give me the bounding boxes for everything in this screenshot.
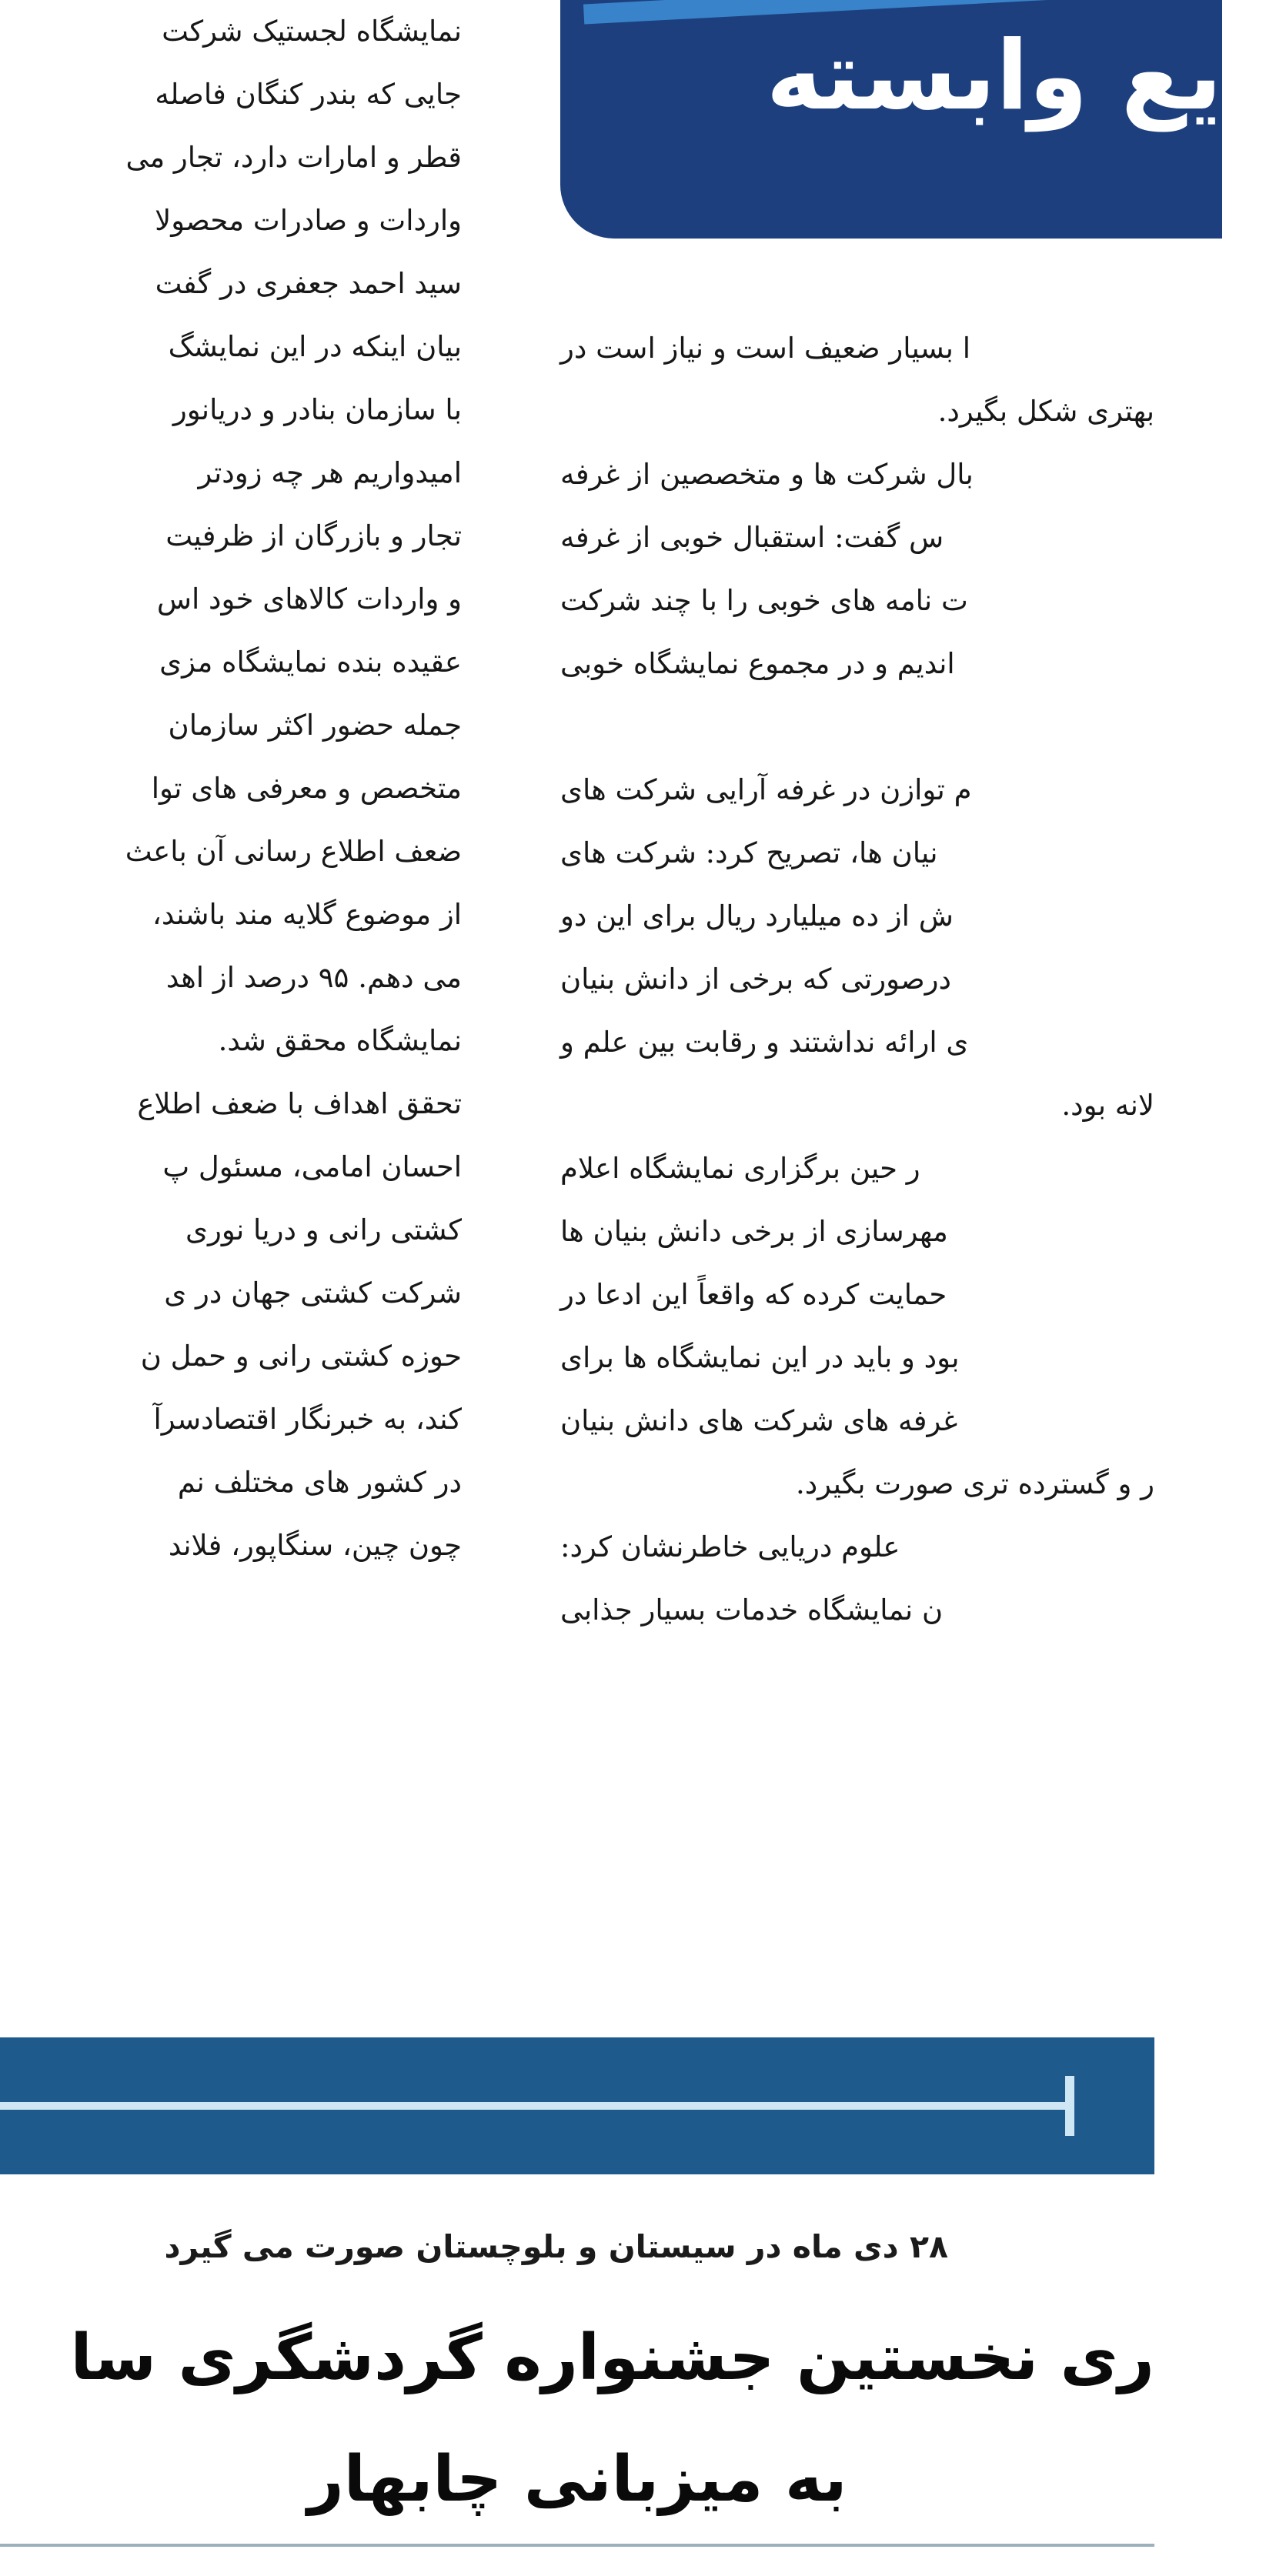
left-column-line: کشتی رانی و دریا نوری <box>185 1213 462 1246</box>
right-column-line <box>560 696 1154 759</box>
left-column-line: ضعف اطلاع رسانی آن باعث <box>125 835 462 868</box>
left-column-line: سید احمد جعفری در گفت <box>155 267 462 300</box>
right-column-line: ا بسیار ضعیف است و نیاز است در <box>560 332 970 365</box>
right-column-line: ش از ده میلیارد ریال برای این دو <box>560 899 954 933</box>
left-column-line: چون چین، سنگاپور، فلاند <box>168 1529 462 1562</box>
left-column-line: و واردات کالاهای خود اس <box>156 582 462 616</box>
right-column-line: س گفت: استقبال خوبی از غرفه <box>560 521 944 554</box>
left-column-line: از موضوع گلایه مند باشند، <box>152 898 462 931</box>
left-column-line: بیان اینکه در این نمایشگ <box>168 330 462 363</box>
left-column-line: نمایشگاه لجستیک شرکت <box>162 15 462 48</box>
left-column-line: کند، به خبرنگار اقتصادسرآ <box>153 1403 462 1436</box>
header-banner <box>560 0 1222 239</box>
right-column-line: م توازن در غرفه آرایی شرکت های <box>560 773 972 806</box>
left-column-line: با سازمان بنادر و دریانور <box>172 393 462 426</box>
left-column-line: امیدواریم هر چه زودتر <box>198 456 462 489</box>
right-column-line: ی ارائه نداشتند و رقابت بین علم و <box>560 1026 969 1059</box>
left-column-line: عقیده بنده نمایشگاه مزی <box>159 646 462 679</box>
left-column-line: نمایشگاه محقق شد. <box>218 1024 462 1057</box>
right-column-line: نیان ها، تصریح کرد: شرکت های <box>560 836 938 869</box>
right-column-line: بهتری شکل بگیرد. <box>937 395 1154 428</box>
left-column-line: جایی که بندر کنگان فاصله <box>155 78 462 111</box>
banner-title: یع وابسته <box>766 21 1222 132</box>
right-article-column <box>560 317 1154 1642</box>
left-column-line: شرکت کشتی جهان در ی <box>164 1276 462 1310</box>
right-column-line: حمایت کرده که واقعاً این ادعا در <box>560 1278 947 1311</box>
left-column-line: می دهم. ۹۵ درصد از اهد <box>165 961 462 994</box>
left-article-column <box>0 0 462 1577</box>
right-column-line: بود و باید در این نمایشگاه ها برای <box>560 1341 960 1374</box>
right-column-line: اندیم و در مجموع نمایشگاه خوبی <box>560 647 955 680</box>
article-headline-line2: به میزبانی چابهار <box>307 2443 847 2516</box>
left-column-line: جمله حضور اکثر سازمان <box>168 709 462 742</box>
right-column-line: درصورتی که برخی از دانش بنیان <box>560 963 952 996</box>
left-column-line: واردات و صادرات محصولا <box>155 204 462 237</box>
left-column-line: متخصص و معرفی های توا <box>151 772 462 805</box>
left-column-line: تحقق اهداف با ضعف اطلاع <box>137 1087 462 1120</box>
divider-line <box>0 2102 1070 2110</box>
left-column-line: تجار و بازرگان از ظرفیت <box>165 519 462 552</box>
right-column-line: بال شرکت ها و متخصصین از غرفه <box>560 458 974 491</box>
right-column-line: ر و گسترده تری صورت بگیرد. <box>795 1467 1154 1500</box>
article-kicker: ۲۸ دی ماه در سیستان و بلوچستان صورت می گیرد <box>164 2228 948 2265</box>
left-column-line: حوزه کشتی رانی و حمل ن <box>140 1340 462 1373</box>
right-column-line: علوم دریایی خاطرنشان کرد: <box>560 1530 900 1563</box>
right-column-line: ر حین برگزاری نمایشگاه اعلام <box>560 1152 920 1185</box>
section-divider-bar <box>0 2037 1154 2174</box>
right-column-line: ت نامه های خوبی را با چند شرکت <box>560 584 968 617</box>
right-column-line: مهرسازی از برخی دانش بنیان ها <box>560 1215 948 1248</box>
divider-end-cap <box>1065 2076 1074 2136</box>
left-column-line: احسان امامی، مسئول پ <box>162 1150 462 1183</box>
right-column-line: غرفه های شرکت های دانش بنیان <box>560 1404 958 1437</box>
left-column-line: قطر و امارات دارد، تجار می <box>125 141 462 174</box>
left-column-line: در کشور های مختلف نم <box>177 1466 462 1499</box>
right-column-line: لانه بود. <box>1061 1089 1154 1122</box>
right-column-line: ن نمایشگاه خدمات بسیار جذابی <box>560 1593 944 1627</box>
article-headline-line1: ری نخستین جشنواره گردشگری سا <box>70 2321 1154 2394</box>
bottom-rule <box>0 2544 1154 2547</box>
